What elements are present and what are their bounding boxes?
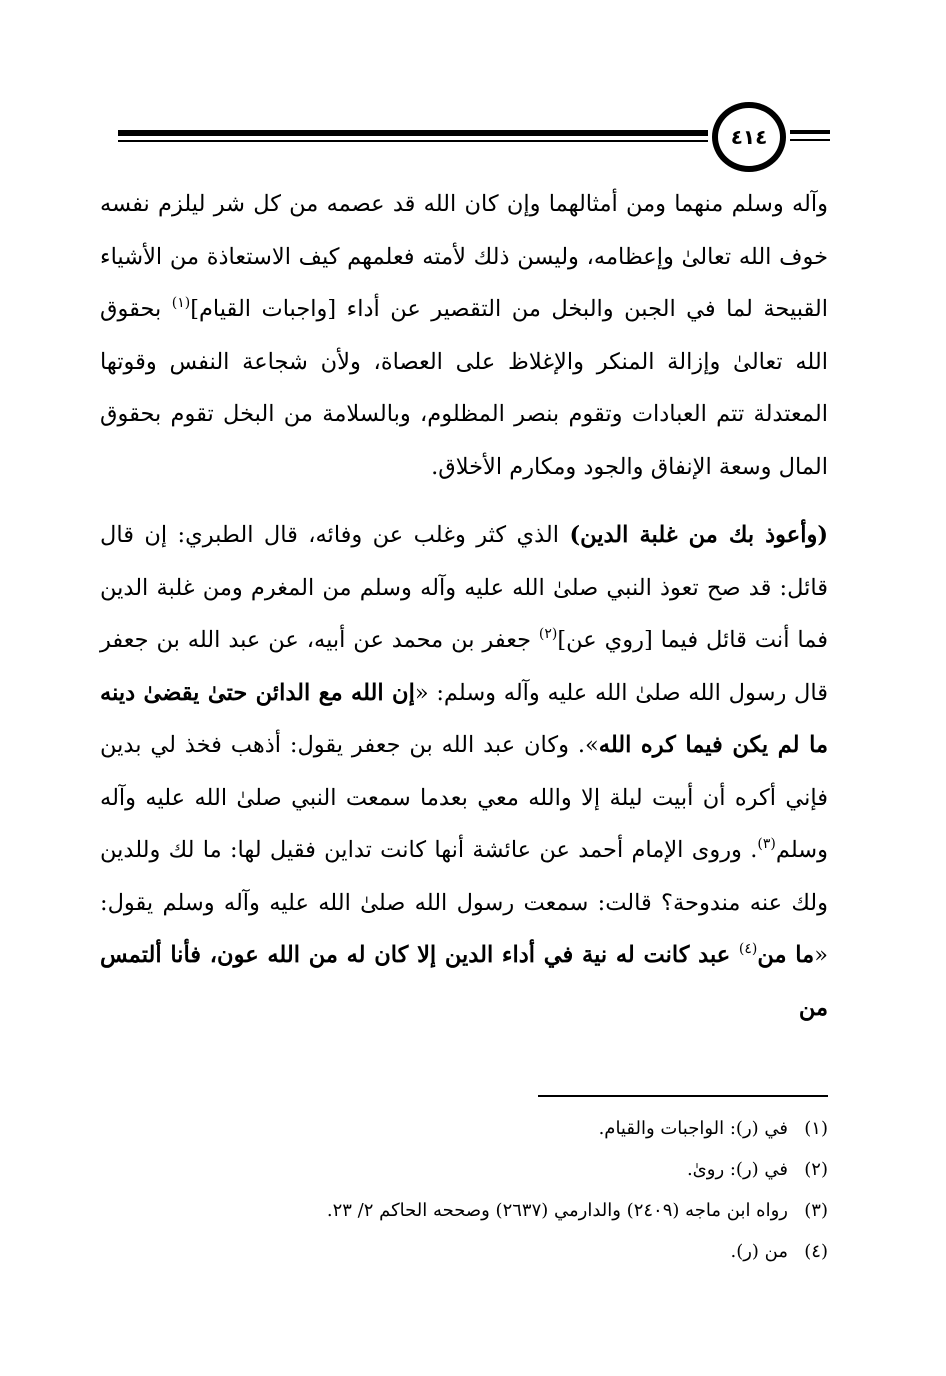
- paragraph-1-text: وآله وسلم منهما ومن أمثالهما وإن كان الله قد عصمه من كل شر ليلزم نفسه خوف الله تعالىٰ وإعظامه، وليسن ذلك لأمته فعلمهم كيف الاستعاذة من الأشياء القبيحة لما في الجبن والبخل من التقصير عن أداء [واجبات القيام]: [100, 191, 829, 322]
- hadith-quote-bold-2: ما من: [757, 942, 815, 968]
- header-rule-tail: [790, 130, 830, 134]
- body-text: [100, 178, 828, 1034]
- footnote-2: [100, 1149, 828, 1190]
- footnote-4: [100, 1231, 828, 1272]
- footnote-ref-4[interactable]: (٤): [738, 941, 758, 957]
- paragraph-1-text-cont: بحقوق الله تعالىٰ وإزالة المنكر والإغلاظ على العصاة، ولأن شجاعة النفس وقوتها المعتدلة تتم العبادات وتقوم بنصر المظلوم، وبالسلامة من البخل تقوم بحقوق المال وسعة الإنفاق والجود ومكارم الأخلاق.: [100, 296, 828, 480]
- footnote-text: رواه ابن ماجه (٢٤٠٩) والدارمي (٢٦٣٧) وصححه الحاكم ٢/ ٢٣.: [326, 1200, 788, 1221]
- page-number-badge: [712, 102, 786, 172]
- footnote-separator: [538, 1095, 828, 1097]
- footnote-ref-3[interactable]: (٣): [757, 836, 776, 852]
- paragraph-2-text-cont2: ». وكان عبد الله بن جعفر يقول: أذهب فخذ لي بدين فإني أكره أن أبيت ليلة إلا والله معي بعدما سمعت النبي صلىٰ الله عليه وآله وسلم: [100, 732, 828, 863]
- paragraph-2-text: الذي كثر وغلب عن وفائه، قال الطبري: إن قال قائل: قد صح تعوذ النبي صلىٰ الله عليه وآله وسلم من المغرم ومن غلبة الدين فما أنت قائل فيما [روي عن]: [100, 522, 828, 653]
- footnote-1: [100, 1108, 828, 1149]
- footnote-text: في (ر): روىٰ.: [686, 1159, 788, 1180]
- footnote-number: (١): [804, 1118, 828, 1139]
- footnote-3: [100, 1190, 828, 1231]
- paragraph-2-text-cont3: . وروى الإمام أحمد عن عائشة أنها كانت تداين فقيل لها: ما لك وللدين ولك عنه مندوحة؟ قالت: سمعت رسول الله صلىٰ الله عليه وآله وسلم يقول: «: [100, 837, 828, 968]
- page-number: ٤١٤: [730, 125, 768, 149]
- footnote-ref-1[interactable]: (١): [171, 295, 191, 311]
- paragraph-1: [100, 178, 828, 493]
- hadith-quote-bold: إن الله مع الدائن حتىٰ يقضىٰ دينه ما لم يكن فيما كره الله: [100, 679, 828, 758]
- paragraph-2-text-cont: جعفر بن محمد عن أبيه، عن عبد الله بن جعفر قال رسول الله صلىٰ الله عليه وآله وسلم: «: [100, 627, 828, 706]
- hadith-phrase-bold: (وأعوذ بك من غلبة الدين): [569, 522, 828, 548]
- header-rule-thin: [118, 140, 708, 142]
- hadith-quote-bold-3: عبد كانت له نية في أداء الدين إلا كان له من الله عون، فأنا ألتمس من: [100, 942, 828, 1021]
- footnotes: [100, 1108, 828, 1272]
- header-rule-thick: [118, 130, 708, 136]
- footnote-text: في (ر): الواجبات والقيام.: [598, 1118, 788, 1139]
- footnote-ref-2[interactable]: (٢): [538, 626, 558, 642]
- footnote-number: (٤): [804, 1241, 828, 1262]
- footnote-number: (٢): [804, 1159, 828, 1180]
- page-header: [0, 0, 946, 160]
- header-rule-tail-thin: [790, 139, 830, 141]
- footnote-text: من (ر).: [730, 1241, 788, 1262]
- footnote-number: (٣): [804, 1200, 828, 1221]
- paragraph-2: [100, 509, 828, 1034]
